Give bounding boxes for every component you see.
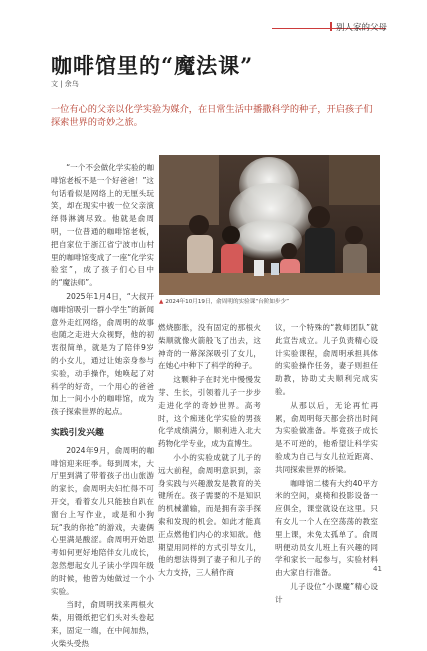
paragraph: “一个不会做化学实验的咖啡馆老板不是一个好爸爸！”这句话看似是网络上的无厘头玩笑，却在现实中被一位父亲演绎得淋漓尽致。他就是俞周明，一位普通的咖啡馆老板，把自家位于浙江省宁波市山村里的咖啡馆变成了一座“化学实验室”，成了孩子们心目中的“魔法师”。 bbox=[51, 163, 154, 288]
section-label-text: 别人家的父母 bbox=[336, 23, 388, 33]
paragraph: 2025年1月4日，“大叔开咖啡馆吸引一群小学生”的新闻意外走红网络，俞周明的故事也随之走进大众视野，他的初衷很简单，就是为了陪伴9岁的小女儿，通过让她亲身参与实验，动手操作，她唤起了对科学的好奇，一个用心的爸爸加上一间小小的咖啡馆，成为孩子探索世界的起点。 bbox=[51, 291, 154, 417]
experiment-photo bbox=[159, 155, 380, 295]
photo-caption bbox=[159, 297, 380, 305]
photo-illustration bbox=[159, 155, 380, 295]
article-author: 文 | 余乌 bbox=[51, 80, 79, 88]
article-title: 咖啡馆里的“魔法课” bbox=[51, 53, 254, 78]
column-3 bbox=[275, 322, 378, 608]
photo-caption-text: 2024年10月19日，俞周明的实验课“台阶如步少” bbox=[165, 299, 290, 305]
paragraph: 2024年9月，俞周明的咖啡馆迎来旺季。每到周末，大厅里到满了带着孩子出山旅游的家长，俞周明夫妇忙得不可开交，看着女儿只能独自趴在窗台上写作业，或是和小狗玩“我的你抢”的游戏，夫妻俩心里满是酸涩。俞周明开始思考如何更好地陪伴女儿成长，忽然想起女儿子读小学四年级的时候，他曾为她做过一个小实验。 bbox=[51, 445, 154, 596]
column-2 bbox=[158, 322, 261, 581]
caption-marker-icon: ▲ bbox=[159, 299, 164, 305]
section-marker bbox=[330, 22, 332, 31]
paragraph: 当时，俞周明找来两根火柴，用镊纸把它们头对头卷起来，固定一端，在中间加热，火柴头受热 bbox=[51, 600, 154, 648]
page-number: 41 bbox=[373, 565, 382, 573]
column-1 bbox=[51, 162, 154, 651]
paragraph: 议，一个特殊的“教师团队”就此宣告成立。儿子负责精心设计实验课程，俞周明承担具体的实验操作任务，妻子则担任助教，协助丈夫顺利完成实验。 bbox=[275, 323, 378, 396]
article-intro: 一位有心的父亲以化学实验为媒介，在日常生活中播撒科学的种子，开启孩子们探索世界的奇妙之旅。 bbox=[51, 104, 373, 128]
paragraph: 这颗种子在时光中慢慢发芽、生长，引领着儿子一步步走进化学的奇妙世界。高考时，这个痴迷化学实验的男孩化学成绩满分，顺利进入北大药物化学专业，成为直博生。 bbox=[158, 375, 261, 449]
paragraph: 儿子设位“小课魔”精心设计 bbox=[275, 581, 378, 604]
section-label bbox=[330, 21, 387, 33]
paragraph: 从那以后，无论再忙再累，俞周明每天都会挤出时间为实验做准备。毕竟孩子成长是不可逆的，他希望让科学实验成为自己与女儿拉近距离、共同探索世界的桥梁。 bbox=[275, 400, 378, 474]
paragraph: 咖啡馆二楼有大约40平方米的空间，桌椅和投影设备一应俱全，课堂就设在这里。只有女儿一个人在空荡荡的教室里上课，未免太孤单了。俞周明便动员女儿班上有兴趣的同学和家长一起参与，实验材料由大家自行准备。 bbox=[275, 478, 378, 578]
paragraph: 小小的实验成就了儿子的远大前程，俞周明意识到，亲身实践与兴趣激发是教育的关键所在。孩子需要的不是知识的机械灌输，而是拥有亲手探索和发现的机会。如此才能真正点燃他们内心的求知欲。他期望用同样的方式引导女儿，他的想法得到了妻子和儿子的大力支持，三人稍作商 bbox=[158, 452, 261, 578]
paragraph: 燃烧膨胀，没有固定的那根火柴顺就像火箭般飞了出去，这神奇的一幕深深吸引了女儿，在她心中种下了科学的种子。 bbox=[158, 323, 261, 371]
section-subheading: 实践引发兴趣 bbox=[51, 427, 104, 438]
